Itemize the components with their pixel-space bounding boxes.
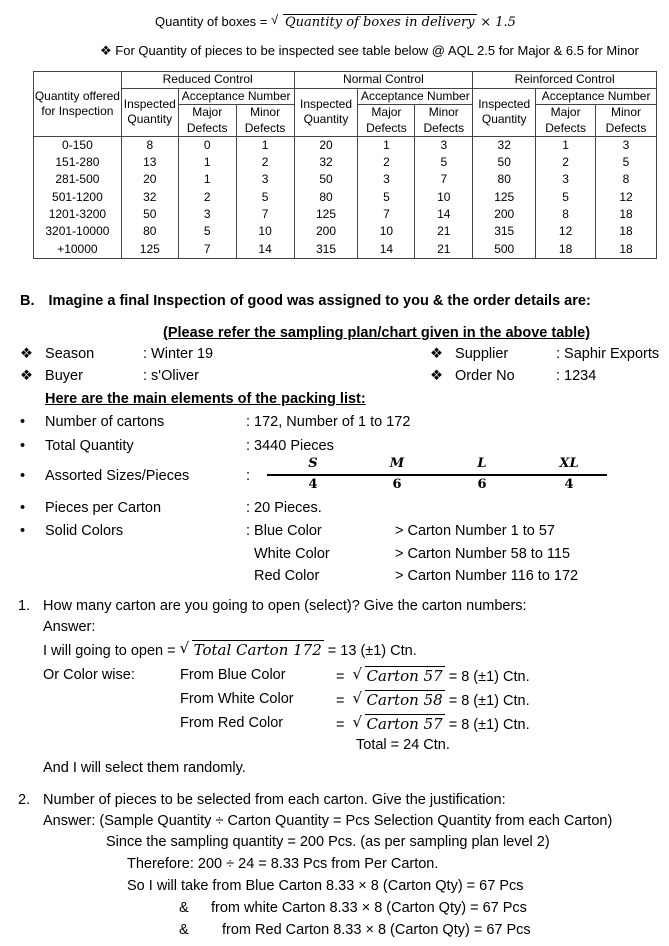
table-cell: 14 — [358, 241, 415, 259]
header-inspected-qty: Inspected Quantity — [473, 88, 536, 137]
table-cell: 7 — [178, 241, 236, 259]
table-cell: 7 — [358, 206, 415, 223]
table-row — [34, 241, 657, 259]
table-cell: 21 — [415, 223, 473, 240]
section-b-title: Imagine a final Inspection of good was assigned to you & the order details are: — [48, 293, 591, 309]
table-cell: 80 — [121, 223, 178, 240]
qty-s: 4 — [308, 477, 318, 492]
table-cell: 200 — [473, 206, 536, 223]
sqrt-symbol — [271, 14, 516, 30]
total-value: : 3440 Pieces — [246, 438, 334, 454]
table-cell: 125 — [121, 241, 178, 259]
table-cell: 7 — [415, 172, 473, 189]
table-cell: 3 — [536, 172, 596, 189]
order-label: Order No — [455, 368, 515, 384]
diamond-bullet-icon: ❖ — [430, 368, 443, 384]
q1-question: How many carton are you going to open (select)? Give the carton numbers: — [43, 598, 527, 614]
table-cell: 50 — [294, 172, 358, 189]
q1-number: 1. — [18, 598, 31, 614]
range-cell: 3201-10000 — [34, 223, 122, 240]
supplier-value: : Saphir Exports — [556, 346, 660, 362]
table-cell: 5 — [358, 189, 415, 206]
total-label: Total Quantity — [45, 438, 134, 454]
table-cell: 5 — [536, 189, 596, 206]
diamond-bullet-icon: ❖ — [20, 346, 33, 362]
table-cell: 14 — [415, 206, 473, 223]
table-cell: 14 — [236, 241, 294, 259]
table-cell: 2 — [236, 154, 294, 171]
table-cell: 8 — [536, 206, 596, 223]
diamond-bullet-icon: ❖ — [20, 368, 33, 384]
q1-white-radicand: Carton 58 — [366, 691, 443, 709]
q2-since: Since the sampling quantity = 200 Pcs. (as per sampling plan level 2) — [106, 834, 550, 850]
q1-or-label: Or Color wise: — [43, 667, 135, 683]
table-cell: 315 — [294, 241, 358, 259]
range-cell: 151-280 — [34, 154, 122, 171]
header-major-defects: Major Defects — [358, 105, 415, 137]
q1-total: Total = 24 Ctn. — [356, 737, 450, 753]
table-cell: 20 — [294, 137, 358, 155]
range-cell: 281-500 — [34, 172, 122, 189]
q1-blue-calc — [336, 667, 530, 685]
table-cell: 1 — [178, 172, 236, 189]
q1-red-calc — [336, 715, 530, 733]
size-s: S — [308, 456, 318, 471]
sqrt-symbol — [353, 667, 445, 685]
table-cell: 5 — [596, 154, 657, 171]
table-cell: 80 — [473, 172, 536, 189]
formula-label: Quantity of boxes = — [155, 14, 268, 29]
equals-sign: = — [336, 717, 345, 733]
sizes-colon: : — [246, 468, 251, 484]
size-l: L — [477, 456, 487, 471]
q1-blue-radicand: Carton 57 — [366, 667, 443, 685]
table-cell: 2 — [178, 189, 236, 206]
header-normal-control: Normal Control — [294, 72, 473, 89]
q1-white-result: = 8 (±1) Ctn. — [448, 693, 530, 709]
bullet-dot-icon: • — [20, 414, 26, 430]
q1-blue-label: From Blue Color — [180, 667, 286, 683]
table-cell: 5 — [178, 223, 236, 240]
q2-question: Number of pieces to be selected from each carton. Give the justification: — [43, 792, 506, 808]
table-cell: 8 — [596, 172, 657, 189]
table-cell: 500 — [473, 241, 536, 259]
q2-answer-line: Answer: (Sample Quantity ÷ Carton Quantity = Pcs Selection Quantity from each Carton) — [43, 813, 613, 829]
table-row — [34, 154, 657, 171]
table-cell: 80 — [294, 189, 358, 206]
table-cell: 10 — [415, 189, 473, 206]
header-reduced-control: Reduced Control — [121, 72, 294, 89]
header-minor-defects: Minor Defects — [236, 105, 294, 137]
section-b-heading — [20, 293, 591, 309]
table-cell: 18 — [596, 241, 657, 259]
table-cell: 18 — [596, 223, 657, 240]
table-cell: 5 — [415, 154, 473, 171]
order-value: : 1234 — [556, 368, 597, 384]
season-label: Season — [45, 346, 95, 362]
table-cell: 32 — [294, 154, 358, 171]
table-row — [34, 189, 657, 206]
sampling-plan-table — [33, 71, 657, 259]
table-cell: 3 — [358, 172, 415, 189]
header-minor-defects: Minor Defects — [415, 105, 473, 137]
q2-white: from white Carton 8.33 × 8 (Carton Qty) = 67 Pcs — [211, 900, 527, 916]
range-cell: 0-150 — [34, 137, 122, 155]
q1-white-label: From White Color — [180, 691, 294, 707]
q1-red-radicand: Carton 57 — [366, 715, 443, 733]
table-cell: 2 — [358, 154, 415, 171]
supplier-label: Supplier — [455, 346, 509, 362]
season-row — [20, 346, 94, 362]
table-row — [34, 172, 657, 189]
header-major-defects: Major Defects — [178, 105, 236, 137]
buyer-label: Buyer — [45, 368, 83, 384]
equals-sign: = — [336, 693, 345, 709]
ppc-label: Pieces per Carton — [45, 500, 162, 516]
bullet-dot-icon: • — [20, 438, 26, 454]
table-cell: 10 — [236, 223, 294, 240]
aql-note-text: For Quantity of pieces to be inspected see table below @ AQL 2.5 for Major & 6.5 for Minor — [115, 43, 639, 58]
ppc-value: : 20 Pieces. — [246, 500, 322, 516]
q1-open-radicand: Total Carton 172 — [193, 641, 322, 659]
q2-red: from Red Carton 8.33 × 8 (Carton Qty) = 67 Pcs — [222, 922, 531, 938]
header-reinforced-control: Reinforced Control — [473, 72, 657, 89]
range-cell: +10000 — [34, 241, 122, 259]
q1-open-line — [43, 641, 417, 659]
table-cell: 20 — [121, 172, 178, 189]
qty-xl: 4 — [564, 477, 574, 492]
sqrt-symbol — [180, 641, 324, 659]
table-cell: 7 — [236, 206, 294, 223]
table-row — [34, 137, 657, 155]
table-cell: 315 — [473, 223, 536, 240]
bullet-dot-icon: • — [20, 523, 26, 539]
header-acceptance: Acceptance Number — [536, 88, 657, 105]
order-row — [430, 368, 515, 384]
season-value: : Winter 19 — [143, 346, 214, 362]
table-cell: 125 — [294, 206, 358, 223]
table-cell: 32 — [473, 137, 536, 155]
table-cell: 21 — [415, 241, 473, 259]
formula-mult: × 1.5 — [480, 15, 516, 30]
q1-answer-label: Answer: — [43, 619, 96, 635]
q1-red-label: From Red Color — [180, 715, 284, 731]
formula-radicand: Quantity of boxes in delivery — [285, 15, 475, 30]
aql-note — [100, 43, 639, 59]
table-cell: 12 — [536, 223, 596, 240]
colors-label: Solid Colors — [45, 523, 124, 539]
q2-therefore: Therefore: 200 ÷ 24 = 8.33 Pcs from Per Carton. — [127, 856, 439, 872]
formula-line — [155, 14, 516, 30]
qty-m: 6 — [392, 477, 402, 492]
supplier-row — [430, 346, 508, 362]
table-cell: 2 — [536, 154, 596, 171]
bullet-dot-icon: • — [20, 500, 26, 516]
table-cell: 10 — [358, 223, 415, 240]
table-cell: 8 — [121, 137, 178, 155]
table-cell: 0 — [178, 137, 236, 155]
equals-sign: = — [336, 669, 345, 685]
color-blue-range: > Carton Number 1 to 57 — [395, 523, 555, 539]
color-white: White Color — [254, 546, 330, 562]
table-cell: 3 — [415, 137, 473, 155]
header-acceptance: Acceptance Number — [178, 88, 294, 105]
table-cell: 50 — [473, 154, 536, 171]
range-cell: 1201-3200 — [34, 206, 122, 223]
size-m: M — [389, 456, 405, 471]
table-cell: 3 — [236, 172, 294, 189]
color-red-range: > Carton Number 116 to 172 — [395, 568, 579, 584]
table-cell: 13 — [121, 154, 178, 171]
q1-white-calc — [336, 691, 530, 709]
sqrt-symbol — [353, 691, 445, 709]
packing-heading: Here are the main elements of the packing list: — [45, 391, 366, 407]
cartons-label: Number of cartons — [45, 414, 165, 430]
qty-l: 6 — [477, 477, 487, 492]
table-cell: 3 — [596, 137, 657, 155]
buyer-row — [20, 368, 83, 384]
header-quantity-offered: Quantity offered for Inspection — [34, 72, 122, 137]
sizes-label: Assorted Sizes/Pieces — [45, 468, 190, 484]
header-major-defects: Major Defects — [536, 105, 596, 137]
sqrt-symbol — [353, 715, 445, 733]
table-cell: 1 — [236, 137, 294, 155]
diamond-bullet-icon: ❖ — [100, 43, 112, 58]
table-cell: 5 — [236, 189, 294, 206]
diamond-bullet-icon: ❖ — [430, 346, 443, 362]
buyer-value: : s'Oliver — [143, 368, 199, 384]
table-row — [34, 206, 657, 223]
section-b-subtitle: (Please refer the sampling plan/chart given in the above table) — [163, 325, 591, 341]
table-cell: 1 — [536, 137, 596, 155]
q2-amp-2: & — [179, 922, 189, 938]
q1-blue-result: = 8 (±1) Ctn. — [448, 669, 530, 685]
section-b-letter: B. — [20, 293, 35, 309]
cartons-value: : 172, Number of 1 to 172 — [246, 414, 411, 430]
table-cell: 32 — [121, 189, 178, 206]
table-cell: 200 — [294, 223, 358, 240]
table-cell: 50 — [121, 206, 178, 223]
header-acceptance: Acceptance Number — [358, 88, 473, 105]
table-cell: 3 — [178, 206, 236, 223]
table-cell: 1 — [358, 137, 415, 155]
q1-open-result: = 13 (±1) Ctn. — [327, 643, 417, 659]
q1-red-result: = 8 (±1) Ctn. — [448, 717, 530, 733]
header-inspected-qty: Inspected Quantity — [294, 88, 358, 137]
color-red: Red Color — [254, 568, 320, 584]
q2-blue: So I will take from Blue Carton 8.33 × 8 (Carton Qty) = 67 Pcs — [127, 878, 524, 894]
table-cell: 18 — [536, 241, 596, 259]
q2-number: 2. — [18, 792, 31, 808]
table-cell: 125 — [473, 189, 536, 206]
fraction-line — [267, 474, 607, 476]
range-cell: 501-1200 — [34, 189, 122, 206]
color-blue: : Blue Color — [246, 523, 322, 539]
table-row — [34, 223, 657, 240]
size-xl: XL — [559, 456, 579, 471]
color-white-range: > Carton Number 58 to 115 — [395, 546, 571, 562]
table-cell: 18 — [596, 206, 657, 223]
header-inspected-qty: Inspected Quantity — [121, 88, 178, 137]
q1-open-prefix: I will going to open = — [43, 643, 176, 659]
table-cell: 1 — [178, 154, 236, 171]
table-cell: 12 — [596, 189, 657, 206]
q2-amp-1: & — [179, 900, 189, 916]
header-minor-defects: Minor Defects — [596, 105, 657, 137]
q1-random: And I will select them randomly. — [43, 760, 246, 776]
bullet-dot-icon: • — [20, 468, 26, 484]
